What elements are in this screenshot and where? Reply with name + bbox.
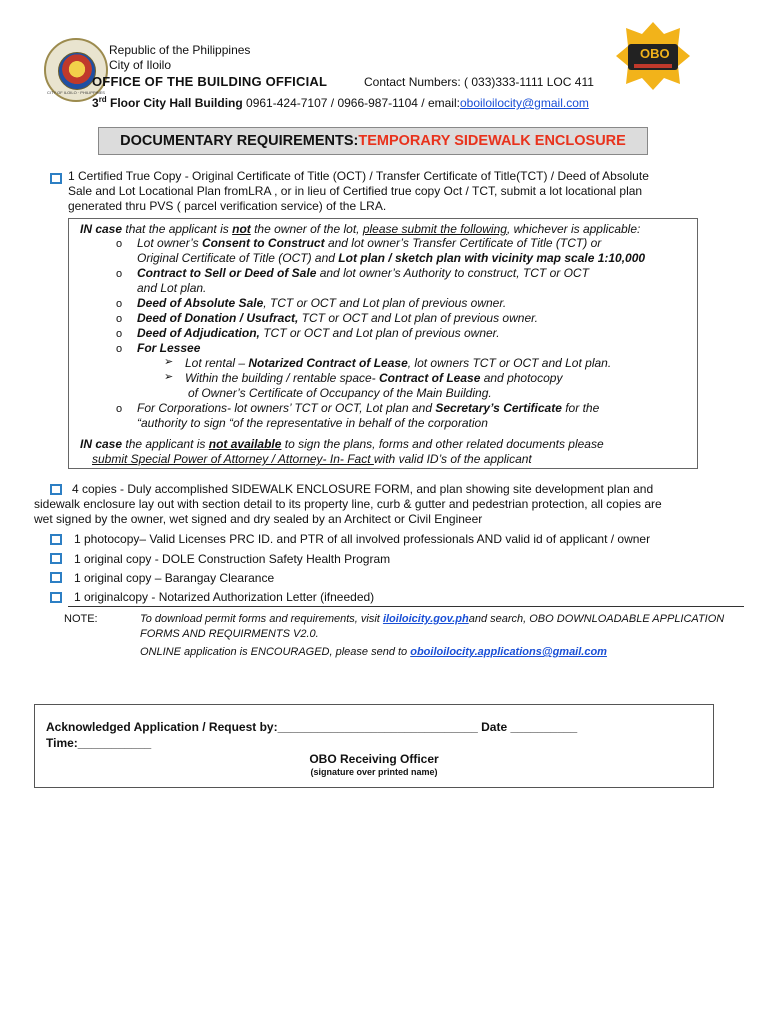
note-line2: FORMS AND REQUIRMENTS V2.0. (140, 628, 319, 640)
option4-b: TCT or OCT and Lot plan of previous owner. (298, 311, 539, 325)
bullet-o: o (116, 238, 123, 250)
option2-line1 (137, 266, 589, 280)
option5-line (137, 326, 500, 340)
incase1-label: IN case (80, 222, 123, 236)
option1-b: Consent to Construct (201, 236, 325, 250)
req5-checkbox[interactable] (50, 572, 62, 583)
title-black: DOCUMENTARY REQUIREMENTS: (120, 133, 359, 149)
incase2-not-available: not available (208, 437, 282, 451)
incase2-line1 (80, 437, 604, 451)
ack-time[interactable]: Time:___________ (46, 736, 152, 750)
note-l3-a: ONLINE application is ENCOURAGED, please send to (140, 646, 411, 658)
lessee1-a: Lot rental – (185, 356, 249, 370)
option2-line2: and Lot plan. (137, 281, 207, 295)
req6-line: 1 originalcopy - Notarized Authorization Letter (ifneeded) (74, 590, 375, 604)
lessee1-c: , lot owners TCT or OCT and Lot plan. (407, 356, 612, 370)
header-contact: Contact Numbers: ( 033)333-1111 LOC 411 (364, 75, 594, 89)
option1-a: Lot owner’s (137, 236, 202, 250)
req4-checkbox[interactable] (50, 553, 62, 564)
bullet-o: o (116, 403, 123, 415)
note-divider (68, 606, 744, 607)
note-website-link[interactable]: iloiloicity.gov.ph (382, 613, 469, 625)
lessee2-c: and photocopy (480, 371, 563, 385)
option7-c: for the (561, 401, 600, 415)
req2-checkbox[interactable] (50, 484, 62, 495)
note-line1 (140, 613, 724, 625)
lessee2-b: Contract of Lease (379, 371, 481, 385)
option4-line (137, 311, 538, 325)
option5-a: Deed of Adjudication, (137, 326, 260, 340)
note-email-link[interactable]: oboiloilocity.applications@gmail.com (410, 646, 607, 658)
option1-line2 (137, 251, 645, 265)
option1-e: Lot plan / sketch plan with vicinity map scale 1:10,000 (338, 251, 646, 265)
note-label: NOTE: (64, 613, 98, 625)
note-line3 (140, 646, 607, 658)
header-city: City of Iloilo (109, 58, 172, 72)
incase1-line (80, 222, 640, 236)
req1-line1: 1 Certified True Copy - Original Certificate of Title (OCT) / Transfer Certificate of Title(TCT) / Deed of Absolute (68, 169, 649, 183)
option2-b: and lot owner’s Authority to construct, TCT or OCT (316, 266, 589, 280)
option3-b: , TCT or OCT and Lot plan of previous owner. (263, 296, 507, 310)
option6-lessee: For Lessee (137, 341, 201, 355)
option1-line1 (137, 236, 601, 250)
bullet-o: o (116, 268, 123, 280)
incase1-please: please submit the following (362, 222, 507, 236)
lessee-line2 (185, 371, 562, 385)
incase1-not: not (232, 222, 251, 236)
bullet-o: o (116, 298, 123, 310)
req3-line: 1 photocopy– Valid Licenses PRC ID. and PTR of all involved professionals AND valid id of applicant / owner (74, 532, 651, 546)
arrow-bullet-icon: ➢ (164, 356, 174, 368)
city-seal (44, 38, 108, 102)
lessee-line3: of Owner’s Certificate of Occupancy of the Main Building. (188, 386, 492, 400)
req4-line: 1 original copy - DOLE Construction Safety Health Program (74, 552, 391, 566)
bullet-o: o (116, 328, 123, 340)
req2-line2: sidewalk enclosure lay out with section detail to its property line, curb & gutter and pedestrian protection, all copies are (34, 497, 662, 511)
ack-officer: OBO Receiving Officer (309, 752, 439, 766)
seal-emblem (58, 52, 96, 90)
req5-line: 1 original copy – Barangay Clearance (74, 571, 275, 585)
incase2-f: with valid ID’s of the applicant (373, 452, 532, 466)
option3-line (137, 296, 506, 310)
bullet-o: o (116, 343, 123, 355)
note-l1-a: To download permit forms and requirements, visit (140, 613, 383, 625)
header-republic: Republic of the Philippines (109, 43, 251, 57)
arrow-bullet-icon: ➢ (164, 371, 174, 383)
option7-line1 (137, 401, 599, 415)
header-office: OFFICE OF THE BUILDING OFFICIAL (92, 74, 328, 89)
ack-signature-caption: (signature over printed name) (310, 767, 438, 777)
floor-number: 3 (92, 96, 99, 110)
option1-c: and lot owner’s Transfer Certificate of Title (TCT) or (324, 236, 602, 250)
incase2-label: IN case (80, 437, 123, 451)
req1-checkbox[interactable] (50, 173, 62, 184)
incase2-e: submit Special Power of Attorney / Attorney- In- Fact (92, 452, 374, 466)
incase2-line2 (92, 452, 532, 466)
bullet-o: o (116, 313, 123, 325)
req1-line3: generated thru PVS ( parcel verification service) of the LRA. (68, 199, 387, 213)
req2-line1: 4 copies - Duly accomplished SIDEWALK ENCLOSURE FORM, and plan showing site development plan and (72, 482, 654, 496)
option5-b: TCT or OCT and Lot plan of previous owner. (259, 326, 500, 340)
floor-text: Floor City Hall Building (106, 96, 243, 110)
floor-sup: rd (98, 95, 107, 104)
incase1-text-f: , whichever is applicable: (506, 222, 641, 236)
req1-line2: Sale and Lot Locational Plan fromLRA , or in lieu of Certified true copy Oct / TCT, submit a lot locational plan (68, 184, 643, 198)
obo-logo-text: OBO (640, 46, 670, 61)
option7-b: Secretary’s Certificate (435, 401, 562, 415)
ack-line1[interactable]: Acknowledged Application / Request by:______________________________ Date __________ (46, 720, 578, 734)
title-red: TEMPORARY SIDEWALK ENCLOSURE (358, 133, 626, 149)
header-address (92, 95, 589, 110)
option7-line2: “authority to sign “of the representative in behalf of the corporation (137, 416, 488, 430)
seal-text: CITY OF ILOILO · PHILIPPINES (47, 90, 105, 95)
option4-a: Deed of Donation / Usufract, (137, 311, 299, 325)
document-title-box (98, 127, 648, 155)
req6-checkbox[interactable] (50, 592, 62, 603)
lessee-line1 (185, 356, 611, 370)
header-email-link[interactable]: oboiloilocity@gmail.com (459, 96, 589, 110)
lessee2-a: Within the building / rentable space- (185, 371, 380, 385)
incase2-d: to sign the plans, forms and other related documents please (281, 437, 604, 451)
option2-a: Contract to Sell or Deed of Sale (137, 266, 317, 280)
option3-a: Deed of Absolute Sale (137, 296, 264, 310)
incase1-text-d: the owner of the lot, (250, 222, 363, 236)
option7-a: For Corporations- lot owners’ TCT or OCT, Lot plan and (137, 401, 436, 415)
header-phones: 0961-424-7107 / 0966-987-1104 / email: (246, 96, 460, 110)
req2-line3: wet signed by the owner, wet signed and dry sealed by an Architect or Civil Engineer (34, 512, 483, 526)
note-l1-b: and search, OBO DOWNLOADABLE APPLICATION (468, 613, 725, 625)
incase1-text-b: that the applicant is (122, 222, 233, 236)
lessee1-b: Notarized Contract of Lease (248, 356, 408, 370)
incase2-b: the applicant is (122, 437, 209, 451)
obo-logo (614, 20, 692, 92)
req3-checkbox[interactable] (50, 534, 62, 545)
option1-d: Original Certificate of Title (OCT) and (137, 251, 339, 265)
document-title (99, 133, 647, 149)
